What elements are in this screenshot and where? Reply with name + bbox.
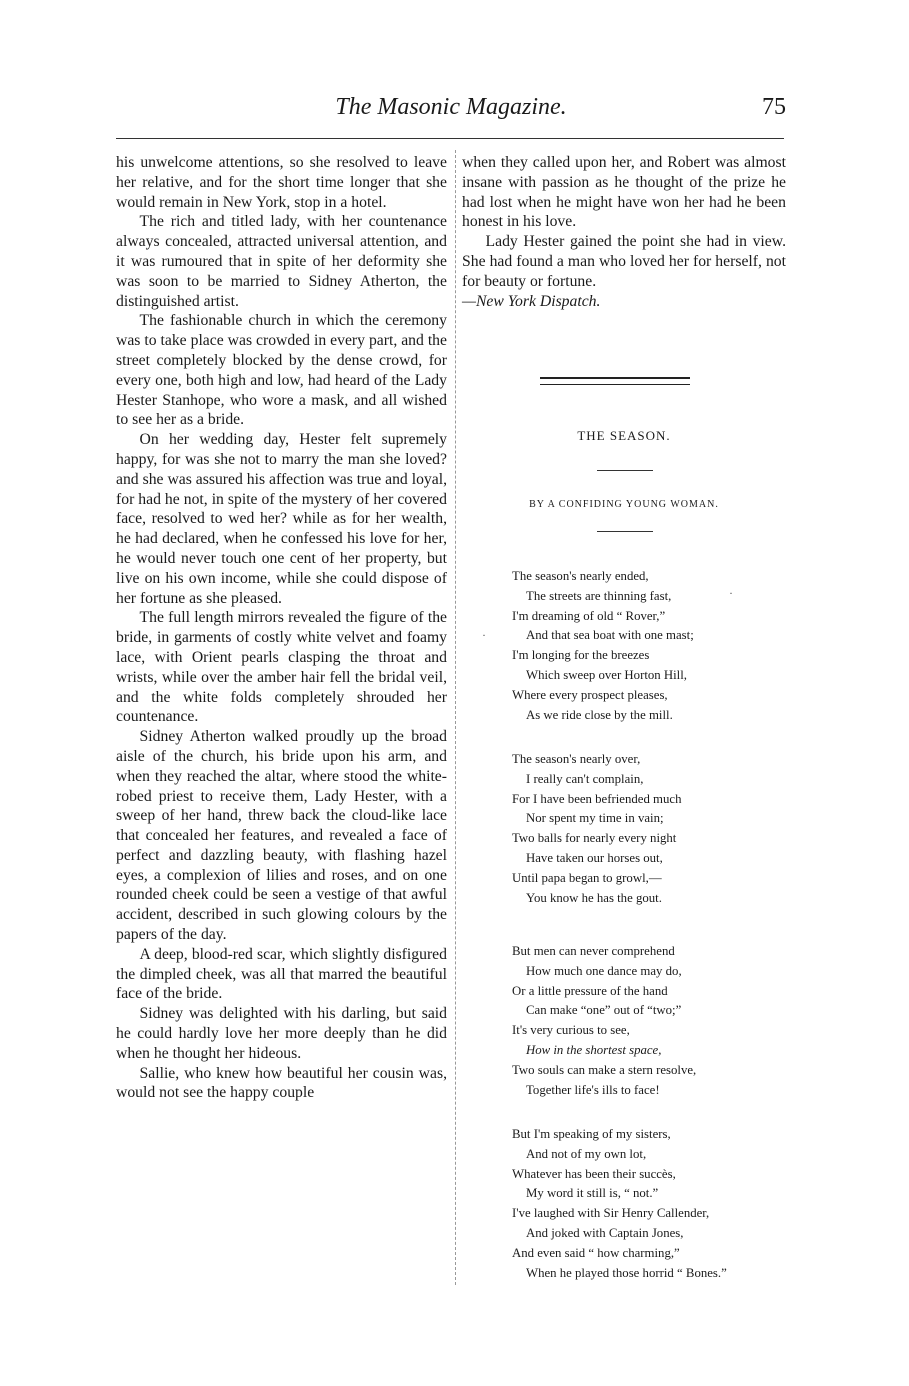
paragraph: The rich and titled lady, with her countenance always concealed, attracted universal attention, and it was rumoured that in spite of her deformity she was soon to be married to Sidney Atherton, the distinguished artist. xyxy=(116,213,447,310)
paragraph: Lady Hester gained the point she had in view. She had found a man who loved her for herself, not for beauty or fortune. xyxy=(462,233,786,290)
source-credit: —New York Dispatch. xyxy=(462,292,601,310)
poem-line: Nor spent my time in vain; xyxy=(526,811,664,826)
running-header xyxy=(116,94,786,130)
title-rule xyxy=(597,470,653,471)
column-divider xyxy=(455,150,456,1285)
poem-line: Two balls for nearly every night xyxy=(512,831,677,846)
page-number: 75 xyxy=(762,94,786,120)
header-rule xyxy=(116,138,784,139)
poem-line: Whatever has been their succès, xyxy=(512,1166,676,1181)
poem-line: I've laughed with Sir Henry Callender, xyxy=(512,1206,710,1221)
paragraph: Sidney was delighted with his darling, but said he could hardly love her more deeply than he did when he thought her hideous. xyxy=(116,1005,447,1062)
section-separator xyxy=(540,377,690,385)
poem-line: And joked with Captain Jones, xyxy=(526,1225,684,1240)
poem-line: But men can never comprehend xyxy=(512,944,675,958)
right-column xyxy=(462,153,786,311)
paragraph: Sallie, who knew how beautiful her cousin was, would not see the happy couple xyxy=(116,1064,447,1102)
poem-line: The season's nearly over, xyxy=(512,752,641,766)
poem-line: And even said “ how charming,” xyxy=(512,1245,680,1260)
left-column xyxy=(116,153,447,1103)
poem-byline: BY A CONFIDING YOUNG WOMAN. xyxy=(529,499,719,510)
poem-line: The streets are thinning fast, xyxy=(526,588,672,603)
paragraph: when they called upon her, and Robert was almost insane with passion as he thought of the prize he had lost when he might have won her had he been honest in his love. xyxy=(462,154,786,231)
poem-line: I'm dreaming of old “ Rover,” xyxy=(512,608,666,623)
paragraph: The fashionable church in which the ceremony was to take place was crowded in every part, and the street completely blocked by the dense crowd, for every one, both high and low, had heard of the Lady Hester Stanhope, who wore a mask, and all wished to see her as a bride. xyxy=(116,312,447,429)
poem-line: You know he has the gout. xyxy=(526,890,662,905)
poem-line: Two souls can make a stern resolve, xyxy=(512,1062,697,1077)
poem-title: THE SEASON. xyxy=(577,428,671,443)
poem-line: Where every prospect pleases, xyxy=(512,687,668,702)
poem-line: My word it still is, “ not.” xyxy=(526,1186,659,1201)
poem-stanza xyxy=(512,750,792,908)
poem-line: It's very curious to see, xyxy=(512,1023,630,1038)
paragraph: A deep, blood-red scar, which slightly disfigured the dimpled cheek, was all that marred the beautiful face of the bride. xyxy=(116,945,447,1003)
poem-line: Together life's ills to face! xyxy=(526,1082,660,1097)
ink-speck: · xyxy=(729,586,733,600)
poem-line: But I'm speaking of my sisters, xyxy=(512,1127,671,1141)
poem-line: The season's nearly ended, xyxy=(512,569,649,583)
paragraph: Sidney Atherton walked proudly up the broad aisle of the church, his bride upon his arm, and when they reached the altar, where stood the white-robed priest to receive them, Lady Hester, with a sweep of her hand, threw back the cloud-like lace that concealed her features, and revealed a face of perfect and dazzling beauty, with flashing hazel eyes, a complexion of lilies and roses, and on one rounded cheek could be seen a vestige of that awful accident, described in such glowing colours by the papers of the day. xyxy=(116,728,447,944)
poem-line: Which sweep over Horton Hill, xyxy=(526,667,687,682)
poem-line: When he played those horrid “ Bones.” xyxy=(526,1265,727,1280)
byline-rule xyxy=(597,531,653,532)
poem-line: As we ride close by the mill. xyxy=(526,707,673,722)
poem-line: How in the shortest space, xyxy=(526,1042,662,1057)
magazine-title: The Masonic Magazine. xyxy=(335,94,567,120)
paragraph: his unwelcome attentions, so she resolved to leave her relative, and for the short time longer that she would remain in New York, stop in a hotel. xyxy=(116,154,447,211)
paragraph: The full length mirrors revealed the figure of the bride, in garments of costly white velvet and foamy lace, with Orient pearls clasping the throat and wrists, while over the amber hair fell the bridal veil, and the white folds completely shrouded her countenance. xyxy=(116,609,447,726)
poem-line: Can make “one” out of “two;” xyxy=(526,1003,682,1018)
ink-speck: · xyxy=(482,628,486,642)
poem-line: Have taken our horses out, xyxy=(526,850,663,865)
poem-line: How much one dance may do, xyxy=(526,963,682,978)
poem-stanza xyxy=(512,942,792,1100)
poem-line: For I have been befriended much xyxy=(512,791,682,806)
poem-line: Or a little pressure of the hand xyxy=(512,983,668,998)
poem-line: And not of my own lot, xyxy=(526,1146,647,1161)
poem-line: Until papa began to growl,— xyxy=(512,870,662,885)
poem-stanza xyxy=(512,567,792,725)
poem-line: And that sea boat with one mast; xyxy=(526,628,694,643)
poem-line: I'm longing for the breezes xyxy=(512,648,650,663)
paragraph: On her wedding day, Hester felt supremely happy, for was she not to marry the man she loved? and she was assured his affection was true and loyal, for had he not, in spite of the mystery of her covered face, resolved to wed her? while as for her wealth, he had declared, when he confessed his love for her, he would never touch one cent of her property, but live on his own income, while she could dispose of her fortune as she pleased. xyxy=(116,431,447,607)
poem-stanza xyxy=(512,1125,792,1283)
poem-line: I really can't complain, xyxy=(526,771,644,786)
